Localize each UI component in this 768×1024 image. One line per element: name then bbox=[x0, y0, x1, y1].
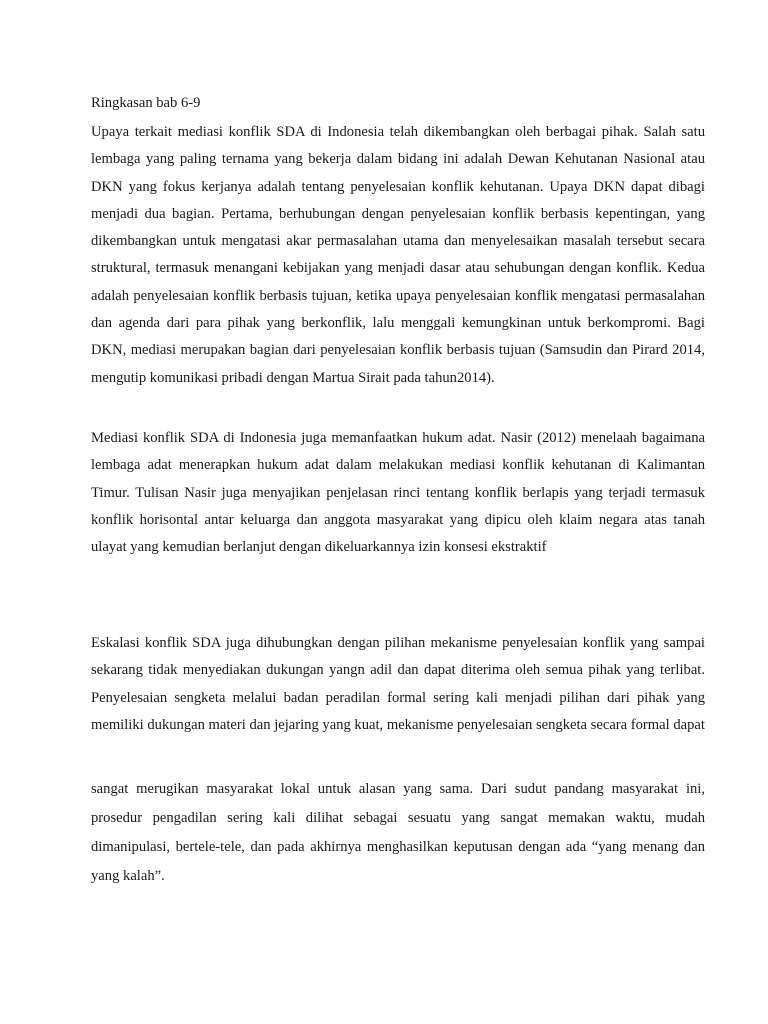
paragraph-masyarakat-lokal: sangat merugikan masyarakat lokal untuk alasan yang sama. Dari sudut pandang masyarakat ini, prosedur pengadilan sering kali dilihat sebagai sesuatu yang sangat memakan waktu, mudah dimanipulasi, bertele-tele, dan pada akhirnya menghasilkan keputusan dengan ada “yang menang dan yang kalah”. bbox=[91, 781, 705, 884]
paragraph-hukum-adat: Mediasi konflik SDA di Indonesia juga memanfaatkan hukum adat. Nasir (2012) menelaah bagaimana lembaga adat menerapkan hukum adat dalam melakukan mediasi konflik kehutanan di Kalimantan Timur. Tulisan Nasir juga menyajikan penjelasan rinci tentang konflik berlapis yang terjadi termasuk konflik horisontal antar keluarga dan anggota masyarakat yang dipicu oleh klaim negara atas tanah ulayat yang kemudian berlanjut dengan dikeluarkannya izin konsesi ekstraktif bbox=[91, 430, 705, 556]
paragraph-eskalasi-konflik: Eskalasi konflik SDA juga dihubungkan dengan pilihan mekanisme penyelesaian konflik yang sampai sekarang tidak menyediakan dukungan yangn adil dan dapat diterima oleh semua pihak yang terlibat. Penyelesaian sengketa melalui badan peradilan formal sering kali menjadi pilihan dari pihak yang memiliki dukungan materi dan jejaring yang kuat, mekanisme penyelesaian sengketa secara formal dapat bbox=[91, 635, 705, 733]
paragraph-mediasi-dkn: Upaya terkait mediasi konflik SDA di Indonesia telah dikembangkan oleh berbagai pihak. Salah satu lembaga yang paling ternama yang bekerja dalam bidang ini adalah Dewan Kehutanan Nasional atau DKN yang fokus kerjanya adalah tentang penyelesaian konflik kehutanan. Upaya DKN dapat dibagi menjadi dua bagian. Pertama, berhubungan dengan penyelesaian konflik berbasis kepentingan, yang dikembangkan untuk mengatasi akar permasalahan utama dan menyelesaikan masalah tersebut secara struktural, termasuk menangani kebijakan yang menjadi dasar atau sehubungan dengan konflik. Kedua adalah penyelesaian konflik berbasis tujuan, ketika upaya penyelesaian konflik mengatasi permasalahan dan agenda dari para pihak yang berkonflik, lalu menggali kemungkinan untuk berkompromi. Bagi DKN, mediasi merupakan bagian dari penyelesaian konflik berbasis tujuan (Samsudin dan Pirard 2014, mengutip komunikasi pribadi dengan Martua Sirait pada tahun2014). bbox=[91, 124, 705, 386]
document-heading: Ringkasan bab 6-9 bbox=[91, 95, 201, 111]
